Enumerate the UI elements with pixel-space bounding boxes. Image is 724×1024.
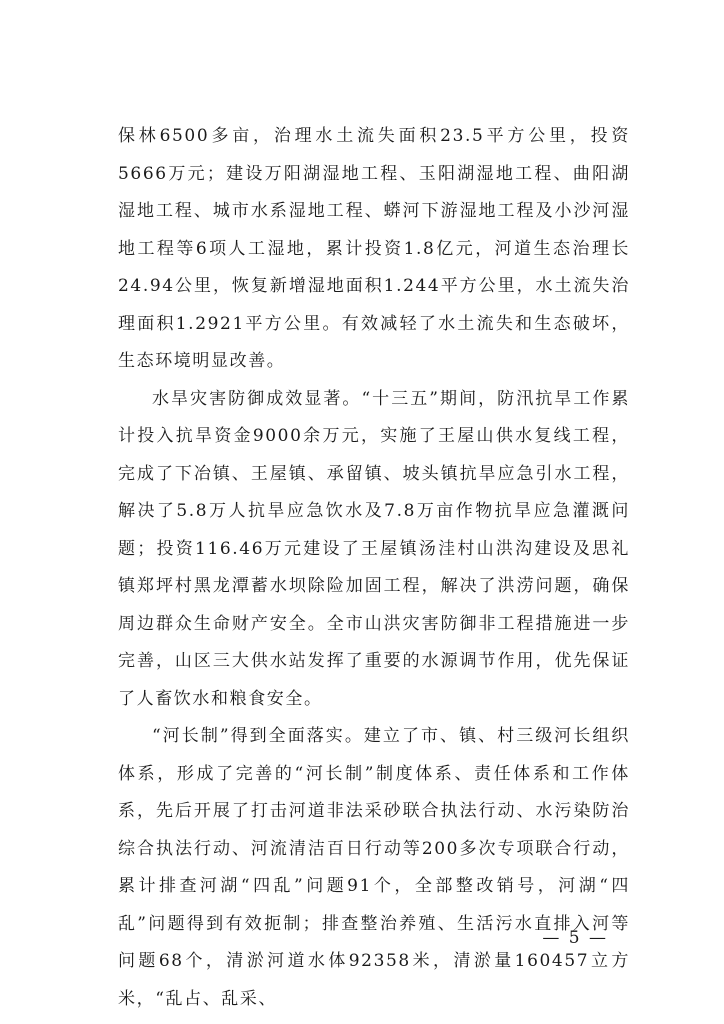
paragraph-flood-drought-defense: 水旱灾害防御成效显著。“十三五”期间，防汛抗旱工作累计投入抗旱资金9000余万元，实施了王屋山供水复线工程，完成了下冶镇、王屋镇、承留镇、坡头镇抗旱应急引水工程，解决了5.8万人抗旱应急饮水及7.8万亩作物抗旱应急灌溉问题；投资116.46万元建设了王屋镇汤洼村山洪沟建设及思礼镇郑坪村黑龙潭蓄水坝除险加固工程，解决了洪涝问题，确保周边群众生命财产安全。全市山洪灾害防御非工程措施进一步完善，山区三大供水站发挥了重要的水源调节作用，优先保证了人畜饮水和粮食安全。 xyxy=(118,388,630,709)
document-body xyxy=(118,118,630,1018)
paragraph-continued: 保林6500多亩，治理水土流失面积23.5平方公里，投资5666万元；建设万阳湖湿地工程、玉阳湖湿地工程、曲阳湖湿地工程、城市水系湿地工程、蟒河下游湿地工程及小沙河湿地工程等6项人工湿地，累计投资1.8亿元，河道生态治理长24.94公里，恢复新增湿地面积1.244平方公里，水土流失治理面积1.2921平方公里。有效减轻了水土流失和生态破坏，生态环境明显改善。 xyxy=(118,126,630,371)
paragraph-river-chief-system: “河长制”得到全面落实。建立了市、镇、村三级河长组织体系，形成了完善的“河长制”制度体系、责任体系和工作体系，先后开展了打击河道非法采砂联合执法行动、水污染防治综合执法行动、河流清洁百日行动等200多次专项联合行动，累计排查河湖“四乱”问题91个，全部整改销号，河湖“四乱”问题得到有效扼制；排查整治养殖、生活污水直排入河等问题68个，清淤河道水体92358米，清淤量160457立方米，“乱占、乱采、 xyxy=(118,726,630,1009)
page-number: — 5 — xyxy=(542,928,608,948)
